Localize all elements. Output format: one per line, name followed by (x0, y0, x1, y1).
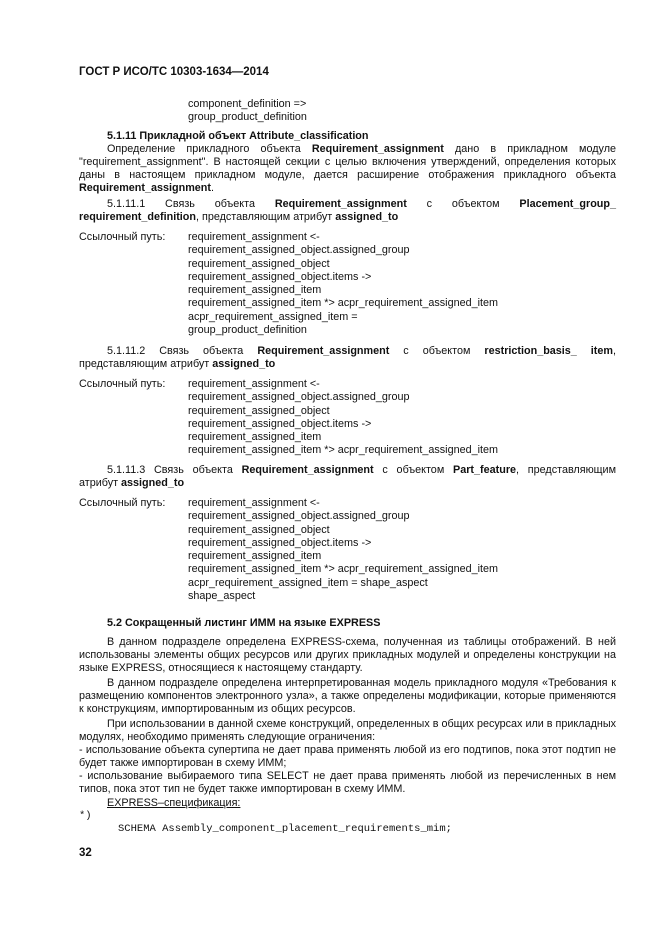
reference-path-5-1-11-1 (188, 231, 498, 337)
reference-path-label: Ссылочный путь: (79, 378, 166, 390)
path-line: requirement_assignment <- (188, 231, 320, 243)
path-line: requirement_assigned_object (188, 257, 330, 270)
reference-path-5-1-11-2 (188, 378, 498, 458)
path-line: group_product_definition (188, 111, 307, 124)
reference-path-label: Ссылочный путь: (79, 497, 166, 509)
path-line: requirement_assigned_object (188, 523, 330, 536)
path-line: component_definition => (188, 98, 307, 110)
bullet-select: - использование выбираемого типа SELECT не дает права применять любой из перечисленных в нем типов, пока этот тип не будет также импортирован в схему ИММ. (79, 770, 616, 795)
path-line: requirement_assigned_object.assigned_group (188, 391, 410, 404)
express-spec-label: EXPRESS–спецификация: (107, 797, 241, 809)
path-line: requirement_assigned_item (188, 431, 322, 444)
paragraph-5-2-intro: В данном подразделе определена EXPRESS-схема, полученная из таблицы отображений. В ней использованы элементы общих ресурсов или других прикладных модулей и определены конструкции на языке EXPRESS, относящиеся к настоящему стандарту. (79, 636, 616, 674)
path-line: requirement_assigned_object.assigned_group (188, 510, 410, 523)
reference-path-label: Ссылочный путь: (79, 231, 166, 243)
section-heading-5-1-11: 5.1.11 Прикладной объект Attribute_classification (107, 130, 369, 142)
path-line: group_product_definition (188, 324, 307, 337)
paragraph-5-2-restrictions: При использовании в данной схеме конструкций, определенных в общих ресурсах или в прикладных модулях, необходимо применять следующие ограничения: (79, 718, 616, 743)
paragraph-5-1-11-2: 5.1.11.2 Связь объекта Requirement_assignment с объектом restriction_basis_ item, представляющим атрибут assigned_to (79, 345, 617, 370)
path-line: requirement_assigned_object (188, 404, 330, 417)
path-line: shape_aspect (188, 590, 256, 603)
comment-close-mark: *) (79, 810, 92, 822)
path-line: acpr_requirement_assigned_item = (188, 310, 358, 323)
continued-reference-path (188, 98, 307, 125)
path-line: requirement_assignment <- (188, 378, 320, 390)
path-line: acpr_requirement_assigned_item = shape_aspect (188, 576, 428, 589)
bullet-supertype: - использование объекта супертипа не дает права применять любой из его подтипов, пока этот подтип не будет также импортирован в схему ИММ; (79, 744, 616, 769)
path-line: requirement_assigned_object.items -> (188, 417, 372, 430)
path-line: requirement_assigned_item *> acpr_requirement_assigned_item (188, 297, 498, 310)
path-line: requirement_assigned_item *> acpr_requirement_assigned_item (188, 563, 498, 576)
path-line: requirement_assigned_object.items -> (188, 270, 372, 283)
path-line: requirement_assignment <- (188, 497, 320, 509)
document-header: ГОСТ Р ИСО/ТС 10303-1634—2014 (79, 66, 269, 78)
paragraph-5-1-11-1: 5.1.11.1 Связь объекта Requirement_assignment с объектом Placement_group_ requirement_definition, представляющим атрибут assigned_to (79, 198, 616, 223)
paragraph-5-1-11: Определение прикладного объекта Requirement_assignment дано в прикладном модуле "requirement_assignment". В настоящей секции с целью включения утверждений, определения которых даны в настоящем прикладном модуле, дается расширение отображения прикладного объекта Requirement_assignment. (79, 143, 617, 194)
page-number: 32 (79, 847, 92, 859)
reference-path-5-1-11-3 (188, 497, 498, 603)
section-heading-5-2: 5.2 Сокращенный листинг ИММ на языке EXPRESS (107, 617, 381, 629)
paragraph-5-2-model: В данном подразделе определена интерпретированная модель прикладного модуля «Требования к размещению компонентов электронного узла», а также определены модификации, которые применяются к конструкциям, импортированным из общих ресурсов. (79, 677, 616, 715)
path-line: requirement_assigned_item (188, 550, 322, 563)
path-line: requirement_assigned_item *> acpr_requirement_assigned_item (188, 444, 498, 457)
paragraph-5-1-11-3: 5.1.11.3 Связь объекта Requirement_assignment с объектом Part_feature, представляющим атрибут assigned_to (79, 464, 617, 489)
path-line: requirement_assigned_object.assigned_group (188, 244, 410, 257)
path-line: requirement_assigned_item (188, 284, 322, 297)
path-line: requirement_assigned_object.items -> (188, 536, 372, 549)
express-schema-line: SCHEMA Assembly_component_placement_requirements_mim; (118, 823, 452, 835)
